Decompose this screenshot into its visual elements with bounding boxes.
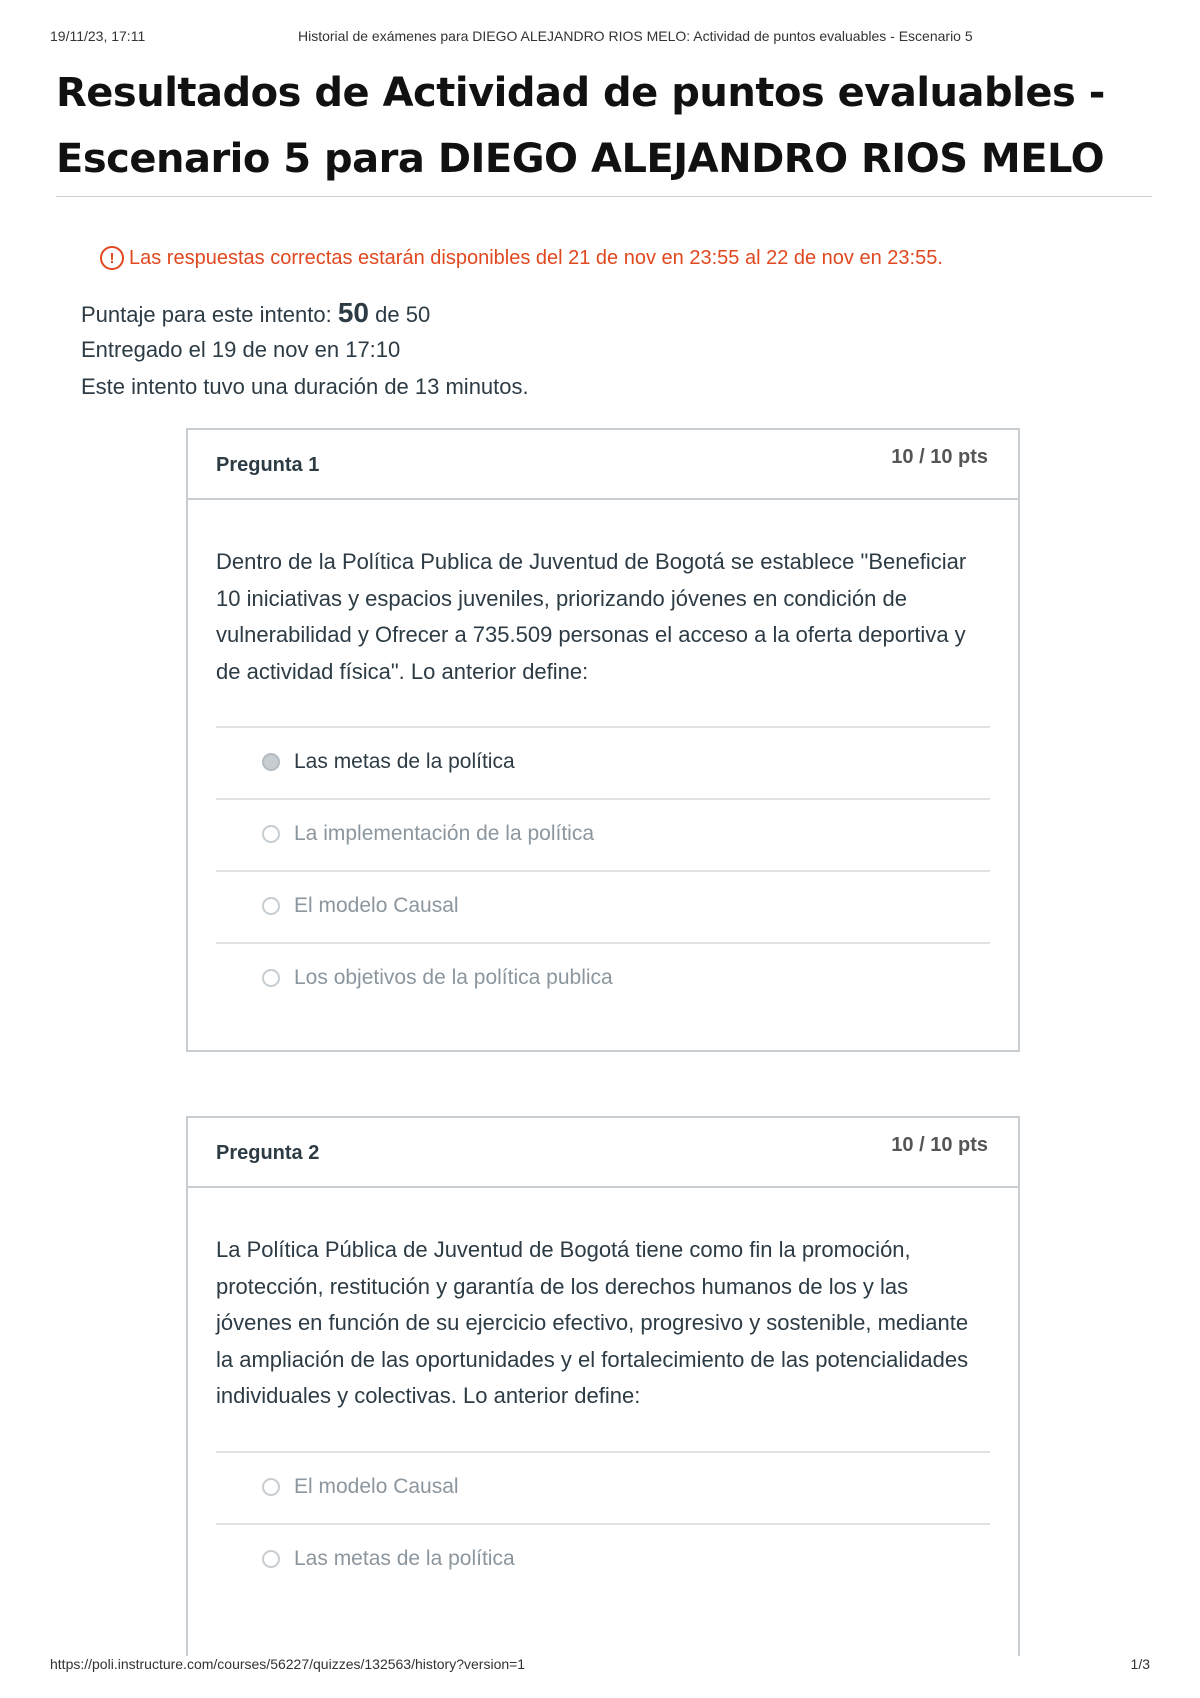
answer-option[interactable]: [216, 944, 990, 1016]
title-divider: [56, 196, 1152, 197]
score-label: Puntaje para este intento:: [81, 302, 332, 327]
answer-list: [216, 1451, 990, 1597]
question-header: [188, 1118, 1018, 1188]
answer-label: El modelo Causal: [294, 894, 459, 917]
question-name: Pregunta 1: [216, 454, 320, 476]
answer-label: Los objetivos de la política publica: [294, 966, 613, 989]
page-title: [56, 60, 1156, 192]
page-number: 1/3: [1130, 1656, 1150, 1672]
duration-line: Este intento tuvo una duración de 13 minutos.: [81, 374, 529, 399]
radio-icon[interactable]: [262, 1550, 280, 1568]
answers-availability-notice: [100, 246, 943, 270]
question-header: [188, 430, 1018, 500]
exclamation-circle-icon: !: [100, 246, 124, 270]
answer-label: Las metas de la política: [294, 1546, 515, 1570]
answer-label: La implementación de la política: [294, 822, 595, 845]
page-title-line-2: Escenario 5 para DIEGO ALEJANDRO RIOS MELO: [56, 136, 1105, 182]
score-value: 50: [337, 297, 370, 328]
submitted-line: Entregado el 19 de nov en 17:10: [81, 337, 401, 362]
question-card-1: [186, 428, 1020, 1052]
answer-label: Las metas de la política: [294, 750, 515, 773]
notice-text: Las respuestas correctas estarán disponibles del 21 de nov en 23:55 al 22 de nov en 23:55.: [129, 246, 943, 269]
answer-option[interactable]: [216, 1453, 990, 1525]
radio-icon[interactable]: [262, 1478, 280, 1496]
radio-icon[interactable]: [262, 897, 280, 915]
radio-selected-icon[interactable]: [262, 753, 280, 771]
radio-icon[interactable]: [262, 825, 280, 843]
question-points: 10 / 10 pts: [891, 446, 988, 468]
answer-option[interactable]: [216, 872, 990, 944]
answer-label: El modelo Causal: [294, 1474, 459, 1498]
attempt-summary: [81, 294, 529, 405]
question-text: Dentro de la Política Publica de Juventud de Bogotá se establece "Beneficiar 10 iniciativas y espacios juveniles, priorizando jóvenes en condición de vulnerabilidad y Ofrecer a 735.509 personas el acceso a la oferta deportiva y de actividad física". Lo anterior define:: [216, 549, 967, 684]
page-title-line-1: Resultados de Actividad de puntos evaluables -: [56, 70, 1105, 116]
score-total: de 50: [375, 302, 431, 327]
score-line: [81, 294, 529, 331]
print-url: https://poli.instructure.com/courses/56227/quizzes/132563/history?version=1: [50, 1656, 526, 1672]
answer-option[interactable]: [216, 1525, 990, 1597]
question-card-2: [186, 1116, 1020, 1656]
answer-option[interactable]: [216, 800, 990, 872]
answer-list: [216, 726, 990, 1016]
question-text: La Política Pública de Juventud de Bogotá tiene como fin la promoción, protección, restitución y garantía de los derechos humanos de los y las jóvenes en función de su ejercicio efectivo, progresivo y sostenible, mediante la ampliación de las oportunidades y el fortalecimiento de las potencialidades individuales y colectivas. Lo anterior define:: [216, 1237, 969, 1408]
print-date: 19/11/23, 17:11: [50, 28, 146, 44]
answer-option[interactable]: [216, 728, 990, 800]
question-name: Pregunta 2: [216, 1142, 320, 1164]
radio-icon[interactable]: [262, 969, 280, 987]
question-points: 10 / 10 pts: [891, 1134, 988, 1156]
print-document-title: Historial de exámenes para DIEGO ALEJANDRO RIOS MELO: Actividad de puntos evaluables - Escenario 5: [298, 28, 973, 44]
